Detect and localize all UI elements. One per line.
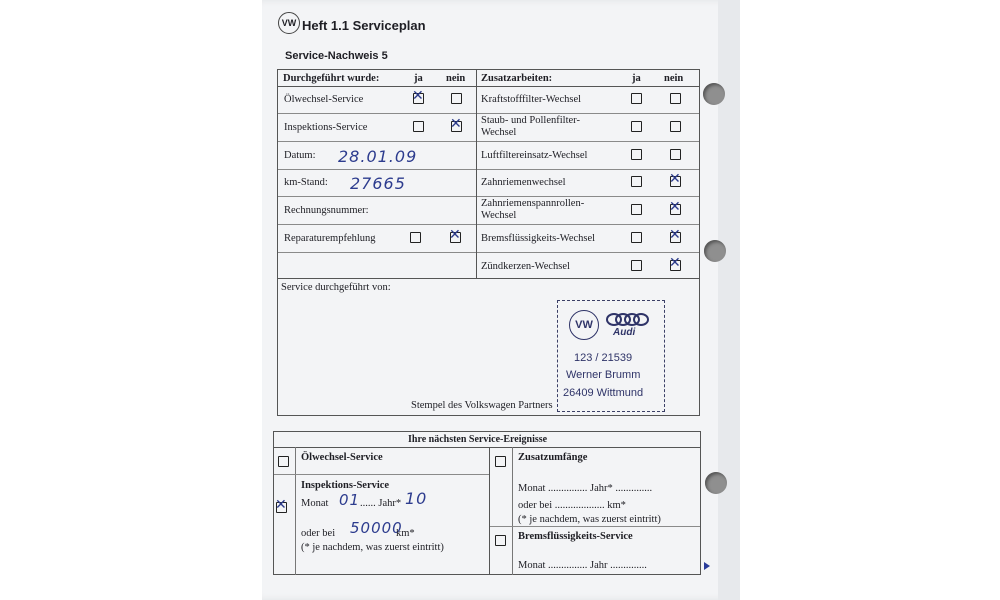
- service-by-label: Service durchgeführt von:: [281, 282, 391, 293]
- checkbox-kraftstofffilter-nein[interactable]: [670, 93, 681, 104]
- right-col-ja: ja: [632, 73, 641, 84]
- row-line: [477, 196, 699, 197]
- row-line: [477, 252, 699, 253]
- next-bremsfluessigkeit-label: Bremsflüssigkeits-Service: [518, 531, 633, 542]
- row-line: [477, 169, 699, 170]
- checkbox-zahnriemen-nein[interactable]: [670, 176, 681, 187]
- next-header-line: [274, 447, 700, 448]
- zusatz-label-kraftstofffilter: Kraftstofffilter-Wechsel: [481, 94, 582, 105]
- row-line: [278, 224, 476, 225]
- next-zusatz-note: (* je nachdem, was zuerst eintritt): [518, 514, 661, 525]
- section-title: Service-Nachweis 5: [285, 50, 388, 62]
- stamp-number: 123 / 21539: [574, 352, 633, 364]
- zusatz-label-bremsfluessigkeit: Bremsflüssigkeits-Wechsel: [481, 233, 596, 244]
- checkbox-zahnriemen-ja[interactable]: [631, 176, 642, 187]
- next-km-label: km*: [396, 528, 415, 539]
- next-jahr-value[interactable]: 10: [405, 489, 428, 508]
- zusatz-label-zuendkerzen: Zündkerzen-Wechsel: [481, 261, 570, 272]
- checkbox-luftfilter-ja[interactable]: [631, 149, 642, 160]
- checkbox-spannrollen-ja[interactable]: [631, 204, 642, 215]
- checkbox-oelwechsel-ja[interactable]: [413, 93, 424, 104]
- next-zusatz-monat: Monat ............... Jahr* ..............: [518, 483, 653, 494]
- checkbox-spannrollen-nein[interactable]: [670, 204, 681, 215]
- zusatz-label-spannrollen: Zahnriemenspannrollen- Wechsel: [481, 198, 585, 221]
- next-col-line: [295, 447, 296, 575]
- row-line: [477, 141, 699, 142]
- checkbox-next-inspektion[interactable]: [276, 502, 287, 513]
- zusatz-label-pollenfilter: Staub- und Pollenfilter- Wechsel: [481, 115, 580, 138]
- left-table-heading: Durchgeführt wurde:: [283, 73, 380, 84]
- zusatz-label-luftfilter: Luftfiltereinsatz-Wechsel: [481, 150, 588, 161]
- checkbox-inspektion-nein[interactable]: [451, 121, 462, 132]
- next-zusatz-label: Zusatzumfänge: [518, 452, 588, 463]
- checkbox-inspektion-ja[interactable]: [413, 121, 424, 132]
- checkbox-oelwechsel-nein[interactable]: [451, 93, 462, 104]
- row-line: [278, 252, 476, 253]
- stamp-city: 26409 Wittmund: [563, 387, 644, 399]
- page-title: Heft 1.1 Serviceplan: [302, 18, 426, 33]
- checkbox-next-bremsfluessigkeit[interactable]: [495, 535, 506, 546]
- audi-ring-icon: [633, 313, 649, 326]
- next-oelwechsel-label: Ölwechsel-Service: [301, 452, 383, 463]
- stamp-caption: Stempel des Volkswagen Partners: [411, 400, 553, 411]
- checkbox-bremsfluessigkeit-nein[interactable]: [670, 232, 681, 243]
- next-mid-line: [489, 447, 490, 575]
- binder-hole-bottom: [705, 472, 727, 494]
- row-line: [477, 224, 699, 225]
- datum-value[interactable]: 28.01.09: [338, 147, 418, 166]
- row-label-oelwechsel: Ölwechsel-Service: [284, 94, 364, 105]
- zusatz-label-zahnriemen: Zahnriemenwechsel: [481, 177, 566, 188]
- row-label-km-stand: km-Stand:: [284, 177, 328, 188]
- row-label-rechnungsnummer: Rechnungsnummer:: [284, 205, 369, 216]
- left-col-ja: ja: [414, 73, 423, 84]
- vw-logo-icon: VW: [278, 12, 300, 34]
- next-service-heading: Ihre nächsten Service-Ereignisse: [408, 434, 548, 445]
- next-zusatz-oder: oder bei ................... km*: [518, 500, 626, 511]
- checkbox-zuendkerzen-ja[interactable]: [631, 260, 642, 271]
- continue-arrow-icon: [704, 562, 710, 570]
- column-divider: [476, 69, 477, 279]
- next-row-line-right: [490, 526, 700, 527]
- binder-hole-middle: [704, 240, 726, 262]
- row-line: [278, 169, 476, 170]
- next-row-line: [274, 474, 489, 475]
- row-line: [477, 113, 699, 114]
- next-bremsfluessigkeit-monat: Monat ............... Jahr ..............: [518, 560, 647, 571]
- stamp-name: Werner Brumm: [566, 369, 641, 381]
- row-line: [278, 113, 476, 114]
- next-jahr-label: ...... Jahr*: [360, 498, 402, 509]
- row-label-inspektion: Inspektions-Service: [284, 122, 368, 133]
- right-col-nein: nein: [664, 73, 684, 84]
- row-line: [278, 196, 476, 197]
- next-km-value[interactable]: 50000: [350, 519, 403, 537]
- next-monat-value[interactable]: 01: [339, 491, 361, 509]
- next-oder-label: oder bei: [301, 528, 336, 539]
- binder-hole-top: [703, 83, 725, 105]
- row-label-datum: Datum:: [284, 150, 316, 161]
- checkbox-reparatur-ja[interactable]: [410, 232, 421, 243]
- next-monat-label: Monat: [301, 498, 329, 509]
- checkbox-reparatur-nein[interactable]: [450, 232, 461, 243]
- checkbox-next-oelwechsel[interactable]: [278, 456, 289, 467]
- row-line: [278, 141, 476, 142]
- km-stand-value[interactable]: 27665: [350, 174, 406, 193]
- next-inspektion-note: (* je nachdem, was zuerst eintritt): [301, 542, 444, 553]
- checkbox-next-zusatz[interactable]: [495, 456, 506, 467]
- checkbox-pollenfilter-nein[interactable]: [670, 121, 681, 132]
- left-col-nein: nein: [446, 73, 466, 84]
- header-divider: [278, 86, 699, 87]
- checkbox-kraftstofffilter-ja[interactable]: [631, 93, 642, 104]
- row-label-reparaturempfehlung: Reparaturempfehlung: [284, 233, 376, 244]
- stamp-brand: Audi: [613, 327, 636, 338]
- stamp-vw-logo-icon: VW: [569, 310, 599, 340]
- next-col-line-right: [512, 447, 513, 575]
- checkbox-pollenfilter-ja[interactable]: [631, 121, 642, 132]
- checkbox-bremsfluessigkeit-ja[interactable]: [631, 232, 642, 243]
- next-inspektion-label: Inspektions-Service: [301, 480, 390, 491]
- checkbox-zuendkerzen-nein[interactable]: [670, 260, 681, 271]
- section-divider: [278, 278, 699, 279]
- checkbox-luftfilter-nein[interactable]: [670, 149, 681, 160]
- right-table-heading: Zusatzarbeiten:: [481, 73, 553, 84]
